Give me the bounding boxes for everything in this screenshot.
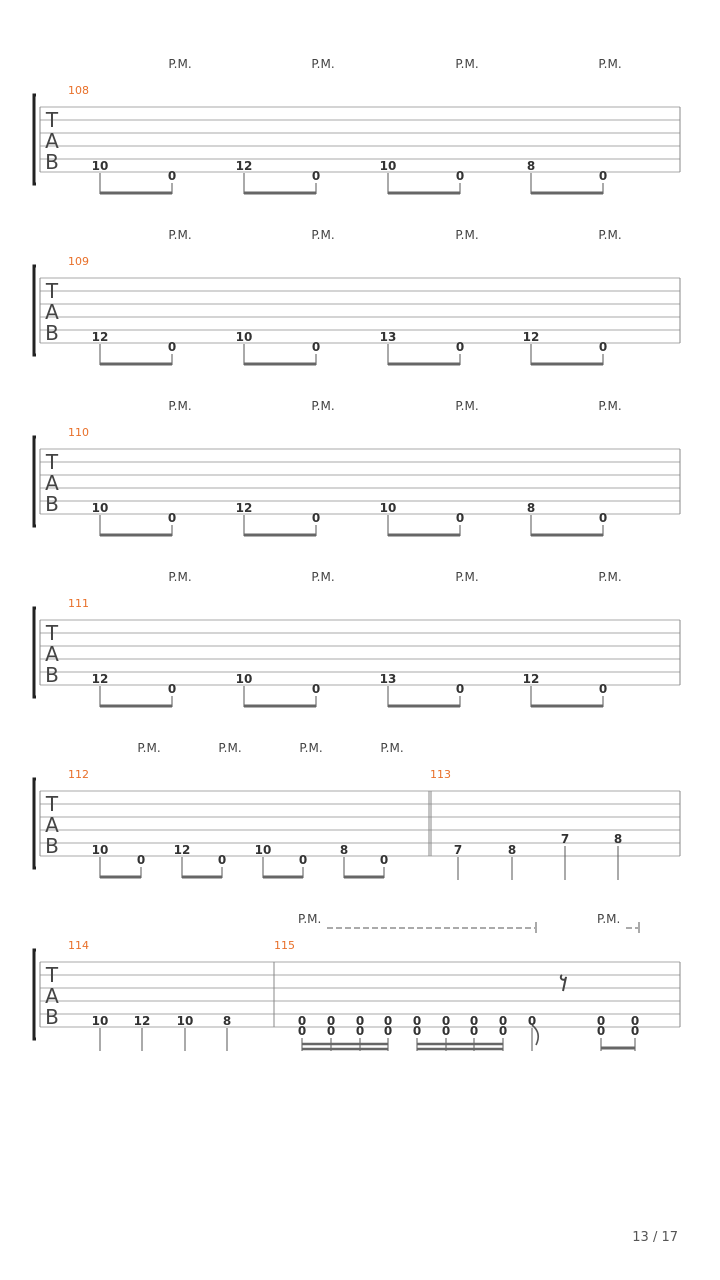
palm-mute-marking: P.M. xyxy=(455,57,479,71)
fret-number: 0 xyxy=(455,511,465,525)
fret-number: 0 xyxy=(167,169,177,183)
fret-number: 0 xyxy=(596,1014,606,1028)
fret-number: 0 xyxy=(441,1014,451,1028)
tab-clef-letter: B xyxy=(45,663,59,687)
palm-mute-marking: P.M. xyxy=(311,399,335,413)
measure-number: 112 xyxy=(68,768,89,781)
palm-mute-marking: P.M. xyxy=(168,57,192,71)
tab-clef-letter: A xyxy=(45,129,59,153)
palm-mute-marking: P.M. xyxy=(311,228,335,242)
fret-number: 0 xyxy=(355,1024,365,1038)
fret-number: 0 xyxy=(441,1024,451,1038)
fret-number: 0 xyxy=(598,340,608,354)
fret-number: 0 xyxy=(311,511,321,525)
fret-number: 0 xyxy=(355,1014,365,1028)
fret-number: 0 xyxy=(412,1014,422,1028)
fret-number: 0 xyxy=(167,511,177,525)
fret-number: 12 xyxy=(91,330,109,344)
palm-mute-marking: P.M. xyxy=(311,570,335,584)
fret-number: 0 xyxy=(383,1024,393,1038)
tab-clef-letter: T xyxy=(45,108,59,132)
palm-mute-marking: P.M. xyxy=(455,399,479,413)
fret-number: 0 xyxy=(217,853,227,867)
palm-mute-marking: P.M. xyxy=(455,228,479,242)
fret-number: 0 xyxy=(498,1024,508,1038)
measure-number: 108 xyxy=(68,84,89,97)
system-brace xyxy=(34,266,36,355)
fret-number: 12 xyxy=(235,159,253,173)
palm-mute-marking: P.M. xyxy=(455,570,479,584)
fret-number: 8 xyxy=(507,843,517,857)
fret-number: 0 xyxy=(630,1024,640,1038)
fret-number: 0 xyxy=(455,682,465,696)
palm-mute-marking: P.M. xyxy=(380,741,404,755)
eighth-rest-icon xyxy=(561,975,566,991)
fret-number: 7 xyxy=(560,832,570,846)
fret-number: 8 xyxy=(526,501,536,515)
palm-mute-marking: P.M. xyxy=(137,741,161,755)
fret-number: 7 xyxy=(453,843,463,857)
system-brace xyxy=(34,950,36,1039)
measure-number: 114 xyxy=(68,939,89,952)
fret-number: 0 xyxy=(598,169,608,183)
palm-mute-marking: P.M. xyxy=(299,741,323,755)
fret-number: 8 xyxy=(222,1014,232,1028)
tab-clef-letter: B xyxy=(45,834,59,858)
fret-number: 0 xyxy=(167,340,177,354)
fret-number: 13 xyxy=(379,672,397,686)
tab-clef-letter: A xyxy=(45,471,59,495)
note-flag xyxy=(532,1025,538,1045)
tab-clef-letter: T xyxy=(45,792,59,816)
measure-number: 110 xyxy=(68,426,89,439)
fret-number: 0 xyxy=(297,1024,307,1038)
palm-mute-marking: P.M. xyxy=(218,741,242,755)
measure-number: 113 xyxy=(430,768,451,781)
fret-number: 10 xyxy=(91,501,109,515)
tab-clef-letter: T xyxy=(45,621,59,645)
fret-number: 0 xyxy=(311,340,321,354)
palm-mute-marking: P.M. xyxy=(168,570,192,584)
fret-number: 0 xyxy=(527,1014,537,1028)
fret-number: 12 xyxy=(173,843,191,857)
fret-number: 8 xyxy=(526,159,536,173)
fret-number: 0 xyxy=(455,169,465,183)
fret-number: 0 xyxy=(383,1014,393,1028)
fret-number: 10 xyxy=(254,843,272,857)
system-brace xyxy=(34,95,36,184)
palm-mute-marking: P.M. xyxy=(598,399,622,413)
measure-number: 111 xyxy=(68,597,89,610)
fret-number: 10 xyxy=(379,501,397,515)
palm-mute-marking: P.M. xyxy=(311,57,335,71)
fret-number: 12 xyxy=(522,672,540,686)
fret-number: 10 xyxy=(176,1014,194,1028)
fret-number: 10 xyxy=(91,1014,109,1028)
fret-number: 0 xyxy=(455,340,465,354)
fret-number: 12 xyxy=(91,672,109,686)
fret-number: 0 xyxy=(311,682,321,696)
fret-number: 0 xyxy=(298,853,308,867)
system-brace xyxy=(34,779,36,868)
system-brace xyxy=(34,608,36,697)
palm-mute-marking: P.M. xyxy=(168,228,192,242)
fret-number: 0 xyxy=(598,511,608,525)
tab-clef-letter: T xyxy=(45,279,59,303)
fret-number: 0 xyxy=(412,1024,422,1038)
fret-number: 0 xyxy=(469,1014,479,1028)
fret-number: 0 xyxy=(630,1014,640,1028)
fret-number: 13 xyxy=(379,330,397,344)
system-brace xyxy=(34,437,36,526)
fret-number: 12 xyxy=(133,1014,151,1028)
fret-number: 10 xyxy=(91,843,109,857)
fret-number: 0 xyxy=(136,853,146,867)
fret-number: 8 xyxy=(339,843,349,857)
fret-number: 0 xyxy=(498,1014,508,1028)
fret-number: 0 xyxy=(326,1014,336,1028)
tab-clef-letter: B xyxy=(45,492,59,516)
fret-number: 10 xyxy=(235,330,253,344)
fret-number: 10 xyxy=(91,159,109,173)
tab-clef-letter: A xyxy=(45,813,59,837)
palm-mute-marking: P.M. xyxy=(597,912,621,926)
palm-mute-marking: P.M. xyxy=(598,570,622,584)
measure-number: 115 xyxy=(274,939,295,952)
fret-number: 0 xyxy=(379,853,389,867)
fret-number: 0 xyxy=(311,169,321,183)
fret-number: 0 xyxy=(469,1024,479,1038)
measure-number: 109 xyxy=(68,255,89,268)
palm-mute-marking: P.M. xyxy=(598,228,622,242)
fret-number: 0 xyxy=(596,1024,606,1038)
tab-clef-letter: A xyxy=(45,984,59,1008)
fret-number: 0 xyxy=(167,682,177,696)
fret-number: 10 xyxy=(235,672,253,686)
page-indicator: 13 / 17 xyxy=(632,1230,678,1245)
fret-number: 0 xyxy=(326,1024,336,1038)
fret-number: 0 xyxy=(598,682,608,696)
fret-number: 12 xyxy=(522,330,540,344)
tab-clef-letter: T xyxy=(45,963,59,987)
tab-clef-letter: B xyxy=(45,150,59,174)
fret-number: 0 xyxy=(297,1014,307,1028)
tab-clef-letter: B xyxy=(45,321,59,345)
palm-mute-marking: P.M. xyxy=(168,399,192,413)
palm-mute-marking: P.M. xyxy=(298,912,322,926)
fret-number: 12 xyxy=(235,501,253,515)
fret-number: 10 xyxy=(379,159,397,173)
palm-mute-marking: P.M. xyxy=(598,57,622,71)
tab-clef-letter: B xyxy=(45,1005,59,1029)
tab-clef-letter: A xyxy=(45,300,59,324)
fret-number: 8 xyxy=(613,832,623,846)
tab-clef-letter: T xyxy=(45,450,59,474)
tab-clef-letter: A xyxy=(45,642,59,666)
